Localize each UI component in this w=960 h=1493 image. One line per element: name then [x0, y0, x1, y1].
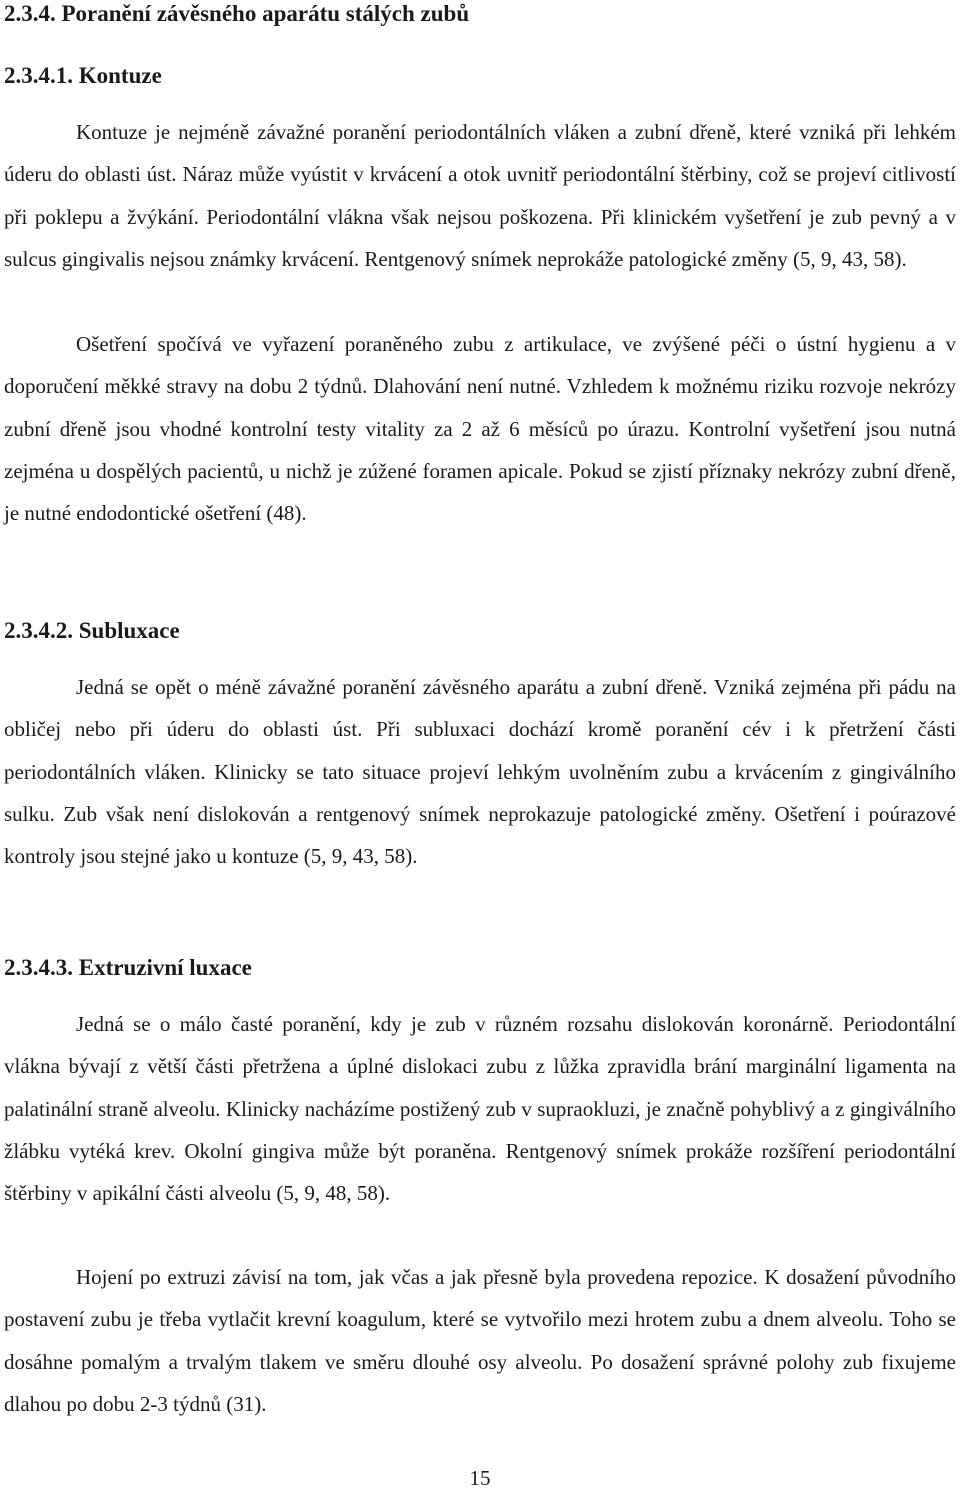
paragraph-extruze-2: Hojení po extruzi závisí na tom, jak včas a jak přesně byla provedena repozice. K dosažení původního postavení zubu je třeba vytlačit krevní koagulum, které se vytvořilo mezi hrotem zubu a dnem alveolu. Toho se dosáhne pomalým a trvalým tlakem ve směru dlouhé osy alveolu. Po dosažení správné polohy zub fixujeme dlahou po dobu 2-3 týdnů (31). [4, 1265, 956, 1416]
page-number: 15 [469, 1466, 491, 1490]
subsection-title-subluxace: 2.3.4.2. Subluxace [4, 618, 180, 643]
paragraph-kontuze-1: Kontuze je nejméně závažné poranění periodontálních vláken a zubní dřeně, které vzniká při lehkém úderu do oblasti úst. Náraz může vyústit v krvácení a otok uvnitř periodontální štěrbiny, což se projeví citlivostí při poklepu a žvýkání. Periodontální vlákna však nejsou poškozena. Při klinickém vyšetření je zub pevný a v sulcus gingivalis nejsou známky krvácení. Rentgenový snímek neprokáže patologické změny (5, 9, 43, 58). [4, 120, 956, 271]
paragraph-kontuze-2: Ošetření spočívá ve vyřazení poraněného zubu z artikulace, ve zvýšené péči o ústní hygienu a v doporučení měkké stravy na dobu 2 týdnů. Dlahování není nutné. Vzhledem k možnému riziku rozvoje nekrózy zubní dřeně jsou vhodné kontrolní testy vitality za 2 až 6 měsíců po úrazu. Kontrolní vyšetření jsou nutná zejména u dospělých pacientů, u nichž je zúžené foramen apicale. Pokud se zjistí příznaky nekrózy zubní dřeně, je nutné endodontické ošetření (48). [4, 332, 956, 526]
subsection-title-kontuze: 2.3.4.1. Kontuze [4, 63, 162, 88]
paragraph-extruze-1: Jedná se o málo časté poranění, kdy je zub v různém rozsahu dislokován koronárně. Periodontální vlákna bývají z větší části přetržena a úplné dislokaci zubu z lůžka zpravidla brání marginální ligamenta na palatinální straně alveolu. Klinicky nacházíme postižený zub v supraokluzi, je značně pohyblivý a z gingiválního žlábku vytéká krev. Okolní gingiva může být poraněna. Rentgenový snímek prokáže rozšíření periodontální štěrbiny v apikální části alveolu (5, 9, 48, 58). [4, 1012, 956, 1206]
paragraph-subluxace-1: Jedná se opět o méně závažné poranění závěsného aparátu a zubní dřeně. Vzniká zejména při pádu na obličej nebo při úderu do oblasti úst. Při subluxaci dochází kromě poranění cév i k přetržení části periodontálních vláken. Klinicky se tato situace projeví lehkým uvolněním zubu a krvácením z gingiválního sulku. Zub však není dislokován a rentgenový snímek neprokazuje patologické změny. Ošetření i poúrazové kontroly jsou stejné jako u kontuze (5, 9, 43, 58). [4, 675, 956, 869]
section-title: 2.3.4. Poranění závěsného aparátu stálých zubů [4, 1, 470, 26]
subsection-title-extruzivni-luxace: 2.3.4.3. Extruzivní luxace [4, 955, 252, 980]
